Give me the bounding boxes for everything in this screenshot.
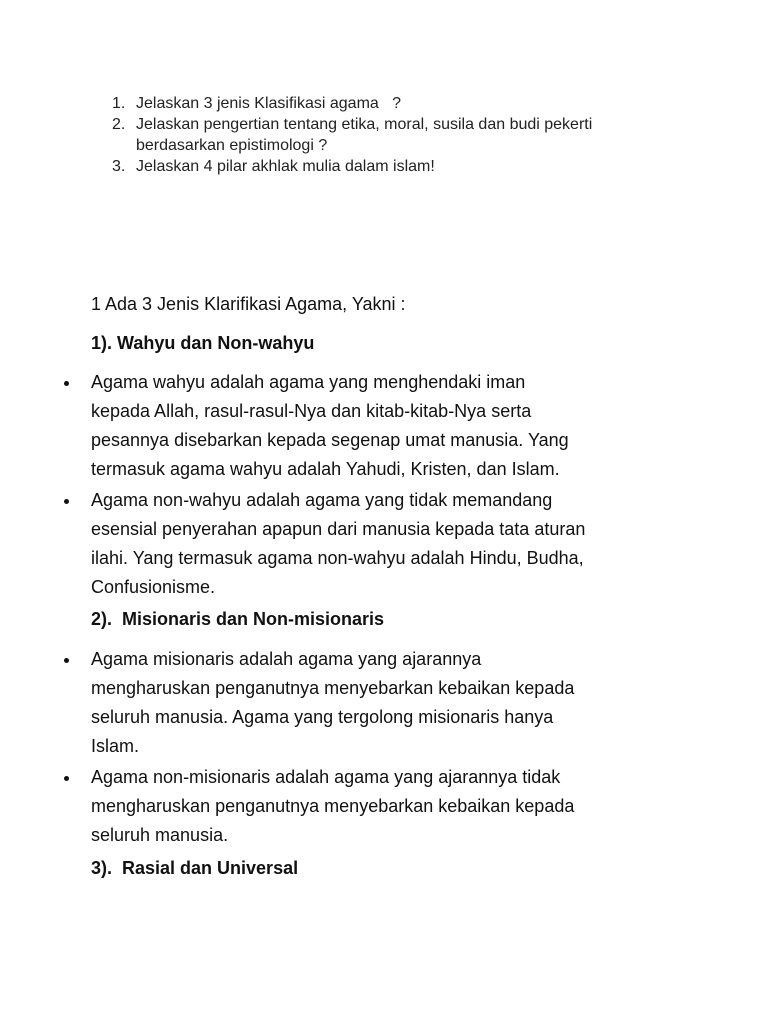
question-list (112, 93, 712, 177)
section-title: 3). Rasial dan Universal (91, 858, 299, 878)
question-item (112, 93, 712, 114)
bullet-text: Agama misionaris adalah agama yang ajarannya mengharuskan penganutnya menyebarkan kebaikan kepada seluruh manusia. Agama yang tergolong misionaris hanya Islam. (91, 649, 575, 756)
question-number: 3. (112, 158, 126, 175)
question-number: 2. (112, 116, 126, 133)
bullet-text: Agama non-wahyu adalah agama yang tidak memandang esensial penyerahan apapun dari manusia kepada tata aturan ilahi. Yang termasuk agama non-wahyu adalah Hindu, Budha, Confusionisme. (91, 490, 586, 597)
section-title: 2). Misionaris dan Non-misionaris (91, 609, 385, 629)
bullet-icon (64, 658, 69, 663)
bullet-icon (64, 381, 69, 386)
question-text: Jelaskan 4 pilar akhlak mulia dalam islam! (136, 158, 435, 175)
question-number: 1. (112, 95, 126, 112)
bullet-icon (64, 499, 69, 504)
bullet-icon (64, 776, 69, 781)
question-text: Jelaskan pengertian tentang etika, moral, susila dan budi pekerti berdasarkan epistimologi ? (136, 116, 593, 154)
question-text: Jelaskan 3 jenis Klasifikasi agama ? (136, 95, 402, 112)
bullet-text: Agama wahyu adalah agama yang menghendaki iman kepada Allah, rasul-rasul-Nya dan kitab-kitab-Nya serta pesannya disebarkan kepada segenap umat manusia. Yang termasuk agama wahyu adalah Yahudi, Kristen, dan Islam. (91, 372, 569, 479)
answer-intro: 1 Ada 3 Jenis Klarifikasi Agama, Yakni : (91, 294, 406, 314)
question-item (112, 156, 712, 177)
section-title: 1). Wahyu dan Non-wahyu (91, 333, 315, 353)
bullet-text: Agama non-misionaris adalah agama yang ajarannya tidak mengharuskan penganutnya menyebarkan kebaikan kepada seluruh manusia. (91, 767, 575, 845)
question-item (112, 114, 712, 156)
